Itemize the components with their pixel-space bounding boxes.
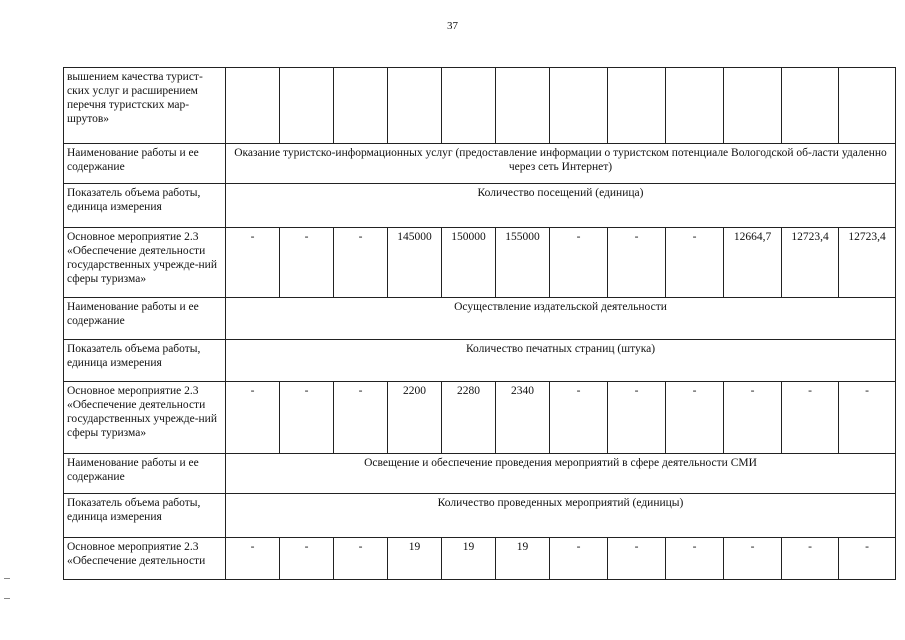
- table-row-heading: [64, 494, 896, 538]
- work-description: Количество посещений (единица): [226, 184, 896, 228]
- value-cell: -: [782, 382, 839, 454]
- row-label: Показатель объема работы, единица измерения: [64, 340, 226, 382]
- table-row-heading: [64, 454, 896, 494]
- value-cell: -: [226, 382, 280, 454]
- value-cell: -: [724, 538, 782, 580]
- row-label: Показатель объема работы, единица измерения: [64, 184, 226, 228]
- value-cell: [550, 68, 608, 144]
- scan-mark: [4, 578, 10, 579]
- table-row-heading: [64, 298, 896, 340]
- work-description: Количество проведенных мероприятий (единицы): [226, 494, 896, 538]
- scan-mark: [4, 598, 10, 599]
- value-cell: -: [550, 382, 608, 454]
- table-row-heading: [64, 340, 896, 382]
- value-cell: -: [839, 382, 896, 454]
- table-body: [64, 68, 896, 580]
- work-description: Количество печатных страниц (штука): [226, 340, 896, 382]
- value-cell: 150000: [442, 228, 496, 298]
- value-cell: -: [334, 538, 388, 580]
- program-table: [63, 67, 896, 580]
- value-cell: -: [666, 228, 724, 298]
- row-label: Наименование работы и ее содержание: [64, 298, 226, 340]
- page-number: 37: [447, 20, 458, 32]
- value-cell: -: [608, 538, 666, 580]
- work-description: Освещение и обеспечение проведения мероприятий в сфере деятельности СМИ: [226, 454, 896, 494]
- value-cell: [666, 68, 724, 144]
- value-cell: 19: [388, 538, 442, 580]
- value-cell: -: [226, 228, 280, 298]
- value-cell: -: [334, 228, 388, 298]
- value-cell: -: [608, 382, 666, 454]
- row-label: Основное мероприятие 2.3 «Обеспечение деятельности государственных учрежде-ний сферы туризма»: [64, 382, 226, 454]
- value-cell: 155000: [496, 228, 550, 298]
- table-row-heading: [64, 184, 896, 228]
- value-cell: 19: [496, 538, 550, 580]
- row-label: Основное мероприятие 2.3 «Обеспечение деятельности: [64, 538, 226, 580]
- work-description: Оказание туристско-информационных услуг (предоставление информации о туристском потенциале Вологодской об-ласти удаленно через сеть Интернет): [226, 144, 896, 184]
- value-cell: -: [839, 538, 896, 580]
- value-cell: [280, 68, 334, 144]
- value-cell: 12723,4: [782, 228, 839, 298]
- value-cell: [496, 68, 550, 144]
- value-cell: [334, 68, 388, 144]
- table-row-values: [64, 68, 896, 144]
- value-cell: -: [280, 228, 334, 298]
- value-cell: [724, 68, 782, 144]
- value-cell: -: [550, 228, 608, 298]
- value-cell: -: [280, 538, 334, 580]
- value-cell: -: [782, 538, 839, 580]
- value-cell: [442, 68, 496, 144]
- value-cell: [388, 68, 442, 144]
- value-cell: -: [724, 382, 782, 454]
- row-label: Основное мероприятие 2.3 «Обеспечение деятельности государственных учрежде-ний сферы туризма»: [64, 228, 226, 298]
- value-cell: 2340: [496, 382, 550, 454]
- row-label: Наименование работы и ее содержание: [64, 144, 226, 184]
- table-row-values: [64, 228, 896, 298]
- value-cell: -: [666, 382, 724, 454]
- table-row-values: [64, 382, 896, 454]
- value-cell: [608, 68, 666, 144]
- value-cell: -: [666, 538, 724, 580]
- row-label: Показатель объема работы, единица измерения: [64, 494, 226, 538]
- value-cell: -: [550, 538, 608, 580]
- value-cell: -: [608, 228, 666, 298]
- value-cell: 2280: [442, 382, 496, 454]
- row-label: Наименование работы и ее содержание: [64, 454, 226, 494]
- table-row-values: [64, 538, 896, 580]
- value-cell: 12723,4: [839, 228, 896, 298]
- value-cell: 145000: [388, 228, 442, 298]
- value-cell: 19: [442, 538, 496, 580]
- row-label: вышением качества турист-ских услуг и расширением перечня туристских мар-шрутов»: [64, 68, 226, 144]
- value-cell: [839, 68, 896, 144]
- table-row-heading: [64, 144, 896, 184]
- value-cell: -: [334, 382, 388, 454]
- value-cell: 2200: [388, 382, 442, 454]
- work-description: Осуществление издательской деятельности: [226, 298, 896, 340]
- value-cell: -: [280, 382, 334, 454]
- value-cell: [226, 68, 280, 144]
- value-cell: -: [226, 538, 280, 580]
- value-cell: [782, 68, 839, 144]
- value-cell: 12664,7: [724, 228, 782, 298]
